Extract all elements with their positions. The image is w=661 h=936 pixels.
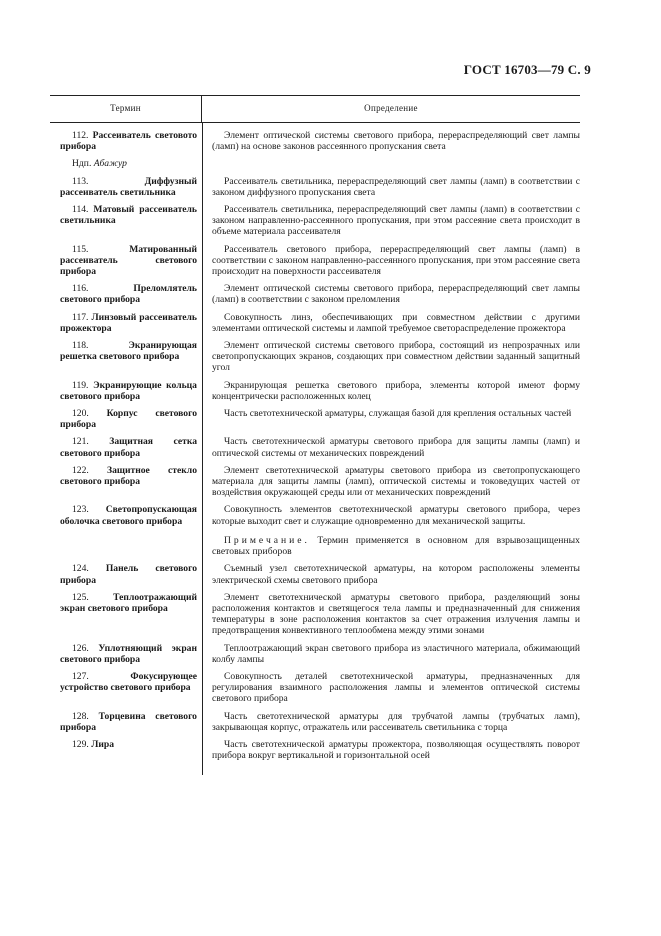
term-cell — [50, 312, 202, 334]
term-cell — [50, 711, 202, 733]
definition-cell: Съемный узел светотехнической арматуры, на котором расположены элементы электрической схемы светового прибора — [212, 563, 580, 586]
definition-cell: Экранирующая решетка светового прибора, элементы которой имеют форму концентрически расположенных колец — [212, 379, 580, 402]
term-name: Уплотняющий экран светового прибора — [60, 642, 197, 665]
term-number: 117. — [72, 311, 89, 323]
definition-cell: Теплоотражающий экран светового прибора из эластичного материала, обжимающий колбу лампы — [212, 642, 580, 665]
table-row — [50, 436, 580, 458]
term-number: 121. — [72, 436, 89, 448]
table-row — [50, 711, 580, 733]
term-cell — [50, 176, 202, 198]
term-name: Защитное стекло светового прибора — [60, 464, 197, 488]
table-row — [50, 244, 580, 278]
term-name: Рассеиватель световото прибора — [60, 130, 197, 153]
term-cell — [50, 465, 202, 499]
term-cell — [50, 671, 202, 705]
term-cell — [50, 436, 202, 458]
term-cell — [50, 563, 202, 585]
term-cell — [50, 504, 202, 526]
table-row — [50, 204, 580, 238]
table-row — [50, 739, 580, 761]
definition-cell: Совокупность деталей светотехнической арматуры, предназначенных для регулирования взаимного расположения лампы и элементов оптической системы светового прибора — [212, 670, 580, 705]
term-number: 114. — [72, 204, 89, 216]
term-cell — [50, 204, 202, 238]
term-number: 119. — [72, 379, 89, 391]
definition-cell: Часть светотехнической арматуры светового прибора для защиты лампы (ламп) и оптической системы от механических повреждений — [212, 436, 580, 459]
term-name: Экранирующие кольца светового прибора — [60, 379, 197, 402]
term-cell — [50, 380, 202, 402]
definition-cell: Элемент оптической системы светового прибора, перераспределяющий свет лампы (ламп) в соответствии с законом преломления — [212, 283, 580, 306]
column-header-definition: Определение — [364, 103, 418, 114]
term-cell — [50, 283, 202, 305]
table-row — [50, 312, 580, 334]
terms-table — [50, 95, 580, 761]
table-row — [50, 465, 580, 499]
definition-cell: Часть светотехнической арматуры прожектора, позволяющая осуществлять поворот прибора вокруг вертикальной и горизонтальной осей — [212, 738, 580, 762]
deprecated-term-name: Абажур — [93, 158, 127, 170]
table-row — [50, 592, 580, 637]
table-row — [50, 504, 580, 526]
term-name: Матированный рассеиватель светового прибора — [60, 243, 197, 278]
table-row — [50, 671, 580, 705]
definition-cell: Элемент оптической системы светового прибора, состоящий из непрозрачных или светопропускающих экранов, создающих при совместном действии заданный защитный угол — [212, 340, 580, 374]
table-row — [50, 408, 580, 430]
table-row — [50, 130, 580, 152]
definition-cell — [202, 158, 580, 169]
term-number: 118. — [72, 340, 89, 352]
note-text: Термин применяется в основном для взрывозащищенных световых приборов — [212, 534, 580, 558]
term-name: Теплоотражающий экран светового прибора — [60, 591, 197, 614]
table-row — [50, 158, 580, 169]
term-cell — [50, 408, 202, 430]
term-number: 116. — [72, 283, 89, 295]
term-cell — [50, 244, 202, 278]
term-cell — [50, 739, 202, 761]
term-name: Матовый рассеиватель светильника — [60, 204, 197, 227]
term-number: 122. — [72, 464, 89, 476]
definition-cell: Элемент светотехнической арматуры светового прибора из светопропускающего материала для защиты лампы (ламп), оптической системы и токоведущих частей от воздействия окружающей среды или от механических повреждений — [212, 464, 580, 499]
table-row — [50, 176, 580, 198]
definition-cell: Часть светотехнической арматуры, служащая базой для крепления остальных частей — [224, 408, 572, 420]
definition-cell: Элемент светотехнической арматуры светового прибора, разделяющий зоны расположения контактов и светящегося тела лампы и предназначенный для снижения температуры в зоне расположения контактов за счет отражения излучения лампы и предотвращения конвективного теплообмена между этими зонами — [212, 591, 580, 637]
definition-cell: Часть светотехнической арматуры для трубчатой лампы (трубчатых ламп), закрывающая корпус, отражатель или рассеиватель светильника с торца — [212, 710, 580, 733]
deprecated-term — [50, 158, 202, 169]
definition-cell: Рассеиватель светового прибора, перераспределяющий свет лампы (ламп) в соответствии с законом направленно-рассеянного пропускания, при этом рассеяние света происходит на поверхности рассеивателя — [212, 243, 580, 278]
term-name: Экранирующая решетка светового прибора — [60, 340, 197, 363]
definition-cell: Совокупность линз, обеспечивающих при совместном действии с другими элементами оптической системы и лампой требуемое светораспределение прожектора — [212, 311, 580, 334]
term-cell — [50, 592, 202, 637]
term-number: 128. — [72, 710, 89, 722]
table-row — [50, 643, 580, 665]
note-label: Примечание. — [224, 534, 310, 546]
term-name: Диффузный рассеиватель светильника — [60, 175, 197, 198]
table-header — [50, 95, 580, 123]
deprecated-label: Ндп. — [72, 158, 92, 170]
table-row — [50, 283, 580, 305]
term-name: Панель светового прибора — [60, 563, 197, 586]
definition-cell: Элемент оптической системы светового прибора, перераспределяющий свет лампы (ламп) на основе законов рассеянного пропускания света — [212, 130, 580, 153]
term-number: 129. — [72, 738, 89, 750]
table-row — [50, 380, 580, 402]
note-cell — [202, 535, 580, 557]
term-number: 126. — [72, 642, 89, 654]
term-cell — [50, 643, 202, 665]
definition-cell: Рассеиватель светильника, перераспределяющий свет лампы (ламп) в соответствии с законом диффузного пропускания света — [212, 175, 580, 198]
term-name: Защитная сетка светового прибора — [60, 436, 197, 459]
term-number: 113. — [72, 175, 89, 187]
term-number: 124. — [72, 563, 89, 575]
term-number: 112. — [72, 130, 89, 141]
page-header-title: ГОСТ 16703—79 С. 9 — [463, 62, 591, 77]
table-body — [50, 123, 580, 761]
term-name: Линзовый рассеиватель прожектора — [60, 311, 197, 334]
term-name: Лира — [91, 738, 115, 750]
term-number: 123. — [72, 504, 89, 516]
term-number: 115. — [72, 243, 89, 255]
table-row — [50, 535, 580, 557]
term-cell — [50, 535, 202, 557]
table-row — [50, 340, 580, 374]
term-name: Корпус светового прибора — [60, 408, 197, 431]
column-header-term: Термин — [50, 96, 202, 122]
term-name: Торцевина светового прибора — [60, 710, 197, 733]
term-name: Светопропускающая оболочка светового прибора — [60, 504, 197, 527]
term-number: 125. — [72, 591, 89, 603]
term-number: 120. — [72, 408, 89, 420]
definition-cell: Совокупность элементов светотехнической арматуры светового прибора, через которые выходит свет и служащие одновременно для механической защиты. — [212, 504, 580, 527]
term-name: Фокусирующее устройство светового прибора — [60, 670, 197, 694]
table-row — [50, 563, 580, 585]
term-cell — [50, 130, 202, 152]
term-cell — [50, 340, 202, 374]
definition-cell: Рассеиватель светильника, перераспределяющий свет лампы (ламп) в соответствии с законом направленно-рассеянного пропускания, при этом рассеяние света происходит в объеме материала рассеивателя — [212, 204, 580, 238]
term-number: 127. — [72, 670, 89, 682]
term-name: Преломлятель светового прибора — [60, 283, 197, 306]
